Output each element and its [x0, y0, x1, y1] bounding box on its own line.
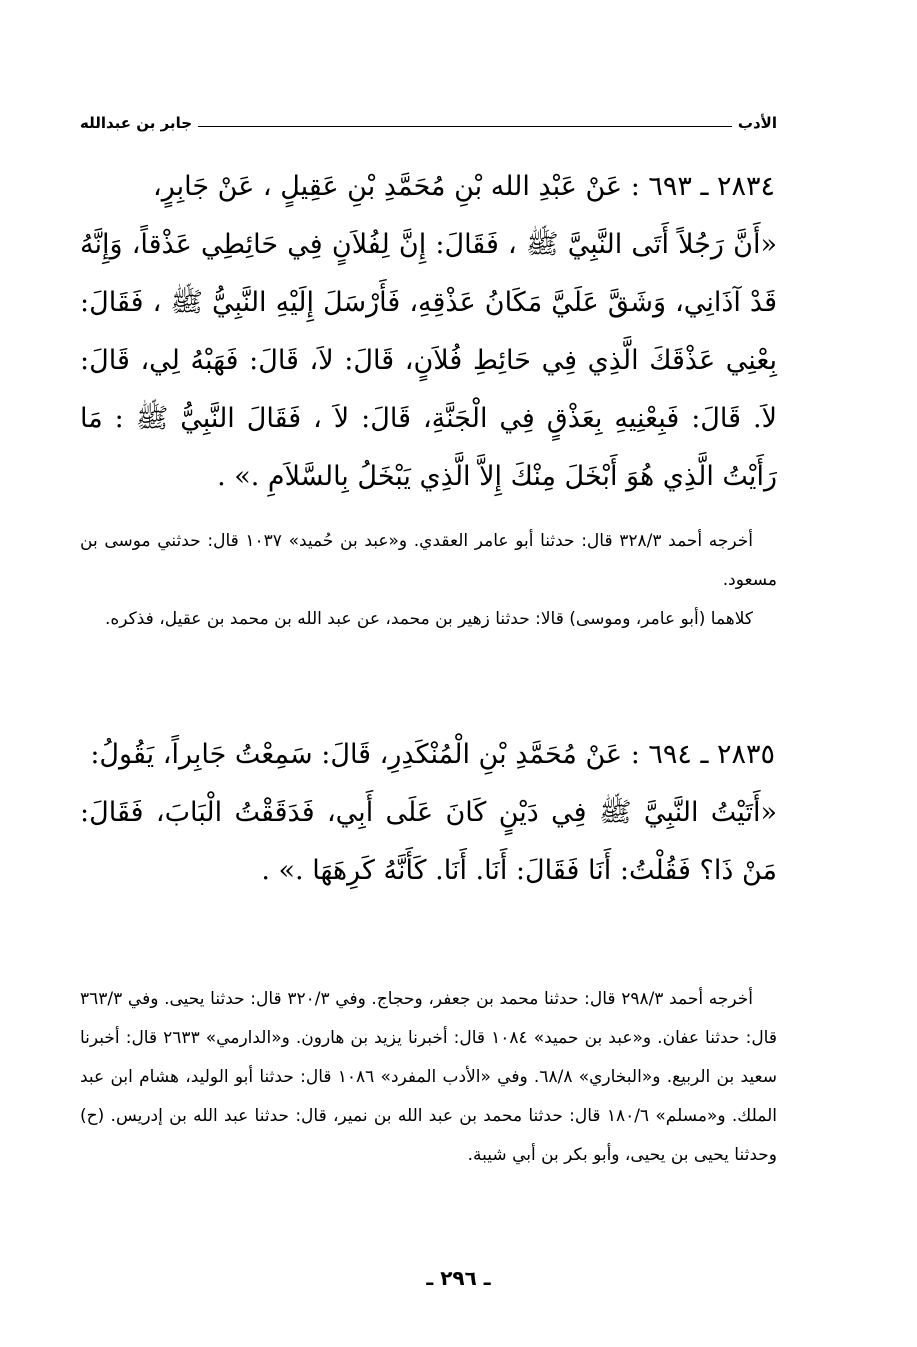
note-paragraph: أخرجه أحمد ٣٢٨/٣ قال: حدثنا أبو عامر العقدي. و«عبد بن حُميد» ١٠٣٧ قال: حدثني موسى بن مسعود.	[80, 531, 777, 590]
header-rule	[198, 126, 732, 127]
takhrij-note-2834	[80, 522, 777, 639]
page-number: ـ ٢٩٦ ـ	[426, 1266, 491, 1290]
hadith-isnad: ٢٨٣٤ ـ ٦٩٣ : عَنْ عَبْدِ الله بْنِ مُحَمَّدِ بْنِ عَقِيلٍ ، عَنْ جَابِرٍ،	[153, 171, 775, 202]
hadith-matn: «أَتَيْتُ النَّبِيَّ ﷺ فِي دَيْنٍ كَانَ عَلَى أَبِي، فَدَقَقْتُ الْبَابَ، فَقَالَ: مَنْ ذَا؟ فَقُلْتُ: أَنَا فَقَالَ: أَنَا. أَنَا. كَأَنَّهُ كَرِهَهَا .» .	[80, 797, 777, 886]
takhrij-note-2835	[80, 980, 777, 1175]
narrator-title: جابر بن عبدالله	[80, 114, 193, 132]
note-paragraph: كلاهما (أبو عامر، وموسى) قالا: حدثنا زهير بن محمد، عن عبد الله بن محمد بن عقيل، فذكره.	[104, 609, 753, 629]
hadith-2834	[80, 158, 777, 506]
hadith-isnad: ٢٨٣٥ ـ ٦٩٤ : عَنْ مُحَمَّدِ بْنِ الْمُنْكَدِرِ، قَالَ: سَمِعْتُ جَابِراً، يَقُولُ:	[90, 739, 775, 770]
note-paragraph: أخرجه أحمد ٢٩٨/٣ قال: حدثنا محمد بن جعفر، وحجاج. وفي ٣٢٠/٣ قال: حدثنا يحيى. وفي ٣٦٣/٣ قال: حدثنا عفان. و«عبد بن حميد» ١٠٨٤ قال: أخبرنا يزيد بن هارون. و«الدارمي» ٢٦٣٣ قال: أخبرنا سعيد بن الربيع. و«البخاري» ٦٨/٨. وفي «الأدب المفرد» ١٠٨٦ قال: حدثنا أبو الوليد، هشام ابن عبد الملك. و«مسلم» ١٨٠/٦ قال: حدثنا محمد بن عبد الله بن نمير، قال: حدثنا عبد الله بن إدريس. (ح) وحدثنا يحيى بن يحيى، وأبو بكر بن أبي شيبة.	[80, 989, 777, 1165]
section-title: الأدب	[737, 114, 777, 132]
hadith-2835	[80, 726, 777, 900]
hadith-matn: «أَنَّ رَجُلاً أَتَى النَّبِيَّ ﷺ ، فَقَالَ: إِنَّ لِفُلاَنٍ فِي حَائِطِي عَذْقاً، وَإِنَّهُ قَدْ آذَانِي، وَشَقَّ عَلَيَّ مَكَانُ عَذْقِهِ، فَأَرْسَلَ إِلَيْهِ النَّبِيُّ ﷺ ، فَقَالَ: بِعْنِي عَذْقَكَ الَّذِي فِي حَائِطِ فُلاَنٍ، قَالَ: لاَ، قَالَ: فَهَبْهُ لِي، قَالَ: لاَ. قَالَ: فَبِعْنِيهِ بِعَذْقٍ فِي الْجَنَّةِ، قَالَ: لاَ ، فَقَالَ النَّبِيُّ ﷺ : مَا رَأَيْتُ الَّذِي هُوَ أَبْخَلَ مِنْكَ إِلاَّ الَّذِي يَبْخَلُ بِالسَّلاَمِ .» .	[80, 229, 777, 492]
running-header	[80, 108, 777, 132]
